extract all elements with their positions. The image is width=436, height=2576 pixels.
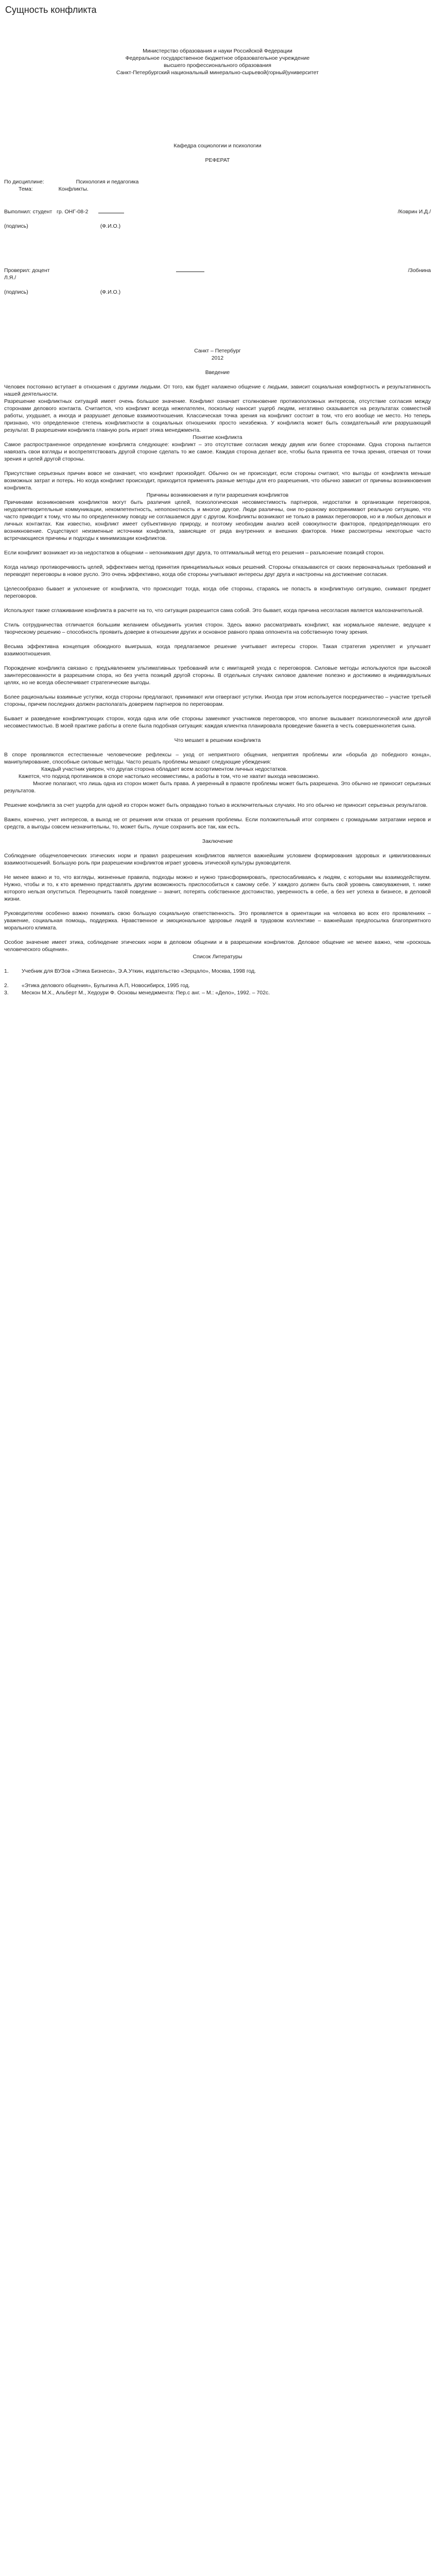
- checker-signature-line: [176, 266, 204, 272]
- paragraph: Самое распространенное определение конфликта следующее: конфликт – это отсутствие согласия между двумя или более сторонами. Одна сторона пытается навязать свои взгляды и воспрепятствовать другой стороне сделать то же самое. Каждая сторона делает все, чтобы была принята ее точка зрения, отвечая от точки зрения и целей другой стороны.: [4, 442, 431, 462]
- header-line-1: Министерство образования и науки Российской Федерации: [143, 48, 292, 54]
- topic-value: Конфликты.: [58, 186, 89, 192]
- document-body: [4, 369, 431, 996]
- student-row: [4, 207, 431, 215]
- paragraph: Стиль сотрудничества отличается большим желанием объединить усилия сторон. Здесь важно рассматривать конфликт, как нормальное явление, ведущее к творческому решению – способность проявить доверие в отношении других и основное равного права оппонента на собственную точку зрения.: [4, 622, 431, 635]
- reference-item: [4, 982, 431, 989]
- fio-caption: (Ф.И.О.): [100, 223, 121, 229]
- header-line-3: высшего профессионального образования: [164, 62, 271, 69]
- fio-caption-2: (Ф.И.О.): [100, 289, 121, 295]
- paragraph: Когда налицо противоречивость целей, эффективен метод принятия принципиальных новых решений. Стороны отказываются от своих первоначальных требований и переводят переговоры в новое русло. Это очень эффективно, когда обе стороны учитывают интересы друг друга и настроены на достижение согласия.: [4, 564, 431, 578]
- paragraph: Целесообразно бывает и уклонение от конфликта, что происходит тогда, когда обе стороны, стараясь не попасть в конфликтную ситуацию, снимают предмет переговоров.: [4, 586, 431, 599]
- reference-number: 3.: [4, 990, 9, 996]
- paragraph: Не менее важно и то, что взгляды, жизненные правила, подходы можно и нужно трансформировать, приспосабливаясь к людям, с которыми мы взаимодействуем. Нужно, чтобы и то, к кто временно представлять другим возможность приспособиться к самому себе. У каждого должен быть свой уровень самоуважения, т. ниже которого нельзя опуститься. Переоценить такой поведение – значит, потерять собственное достоинство, уверенность в себе, а без нет успеха в бизнесе, в деловой жизни.: [4, 874, 431, 902]
- topic-row: [4, 185, 431, 193]
- reference-text: Мескон М.Х., Альберт М., Хедоури Ф. Основы менеджмента: Пер.с анг. – М.: «Дело», 1992. – 702с.: [22, 990, 270, 996]
- bullet-paragraph: Кажется, что подход противников в споре настолько несовместимы, а работы в том, что не хватит выхода невозможно.: [19, 773, 320, 779]
- reference-text: «Этика делового общения», Булыгина А.П, Новосибирск, 1995 год.: [22, 982, 190, 989]
- topic-label: Тема:: [19, 186, 33, 192]
- intro-heading: Введение: [205, 369, 230, 376]
- paragraph: Разрешение конфликтных ситуаций имеет очень большое значение. Конфликт означает столкновение противоположных интересов, отсутствие согласия между сторонами делового контакта. Считается, что конфликт всегда нежелателен, поскольку наносит ущерб людям, негативно сказывается на результатах совместной работы, ухудшает, а иногда и разрушает деловые взаимоотношения. Классическая точка зрения на конфликт состоит в том, что его вообще не место. Но теперь признано, что определенное степень конфликтности в социальных отношениях просто неизбежна. У конфликта может быть созидательный или разрушающий результат. В разрешении конфликта главную роль играет этика менеджмента.: [4, 398, 431, 433]
- work-type: РЕФЕРАТ: [205, 157, 230, 163]
- department: Кафедра социологии и психологии: [173, 143, 261, 149]
- checker-name-2: Л.Я./: [4, 275, 16, 281]
- paragraph: Решение конфликта за счет ущерба для одной из сторон может быть оправдано только в исключительных случаях. Но это обычно не приносит серьезных результатов.: [4, 802, 428, 808]
- city: Санкт – Петербург: [194, 348, 241, 354]
- reference-number: 2.: [4, 982, 9, 989]
- student-label: Выполнил: студент гр. ОНГ-08-2: [4, 209, 89, 215]
- bullet-paragraph: Многие полагают, что лишь одна из сторон может быть права. А уверенный в правоте проблемы может быть разрешена. Это обычно не приносит серьезных результатов.: [4, 781, 431, 794]
- discipline-row: [4, 178, 431, 185]
- reference-item: [4, 968, 431, 975]
- signature-caption-2: (подпись): [4, 289, 28, 295]
- paragraph: Важен, конечно, учет интересов, а выход не от решения или отказа от решения проблемы. Если положительный итог сопряжен с громадными затратами нервов и средств, а выгоды совсем незначительны, то, может быть, лучше сохранить все так, как есть.: [4, 817, 431, 830]
- reference-item: [4, 989, 431, 996]
- discipline-value: Психология и педагогика: [76, 179, 139, 185]
- checker-caption-row: [4, 289, 431, 296]
- paragraph: Порождение конфликта связано с предъявлением ультимативных требований или с имитацией ухода с переговоров. Силовые методы используются при высокой заинтересованности в разрешении спора, но без учета позиций другой стороны. В отдельных случаях силовое давление полезно и достижимо в индивидуальных целях, но не всегда обеспечивает стратегические выгоды.: [4, 665, 431, 686]
- checker-name-1: /Зобнина: [408, 267, 431, 274]
- reference-text: Учебник для ВУЗов «Этика Бизнеса», Э.А.Уткин, издательство «Зерцало», Москва, 1998 год.: [22, 968, 256, 974]
- checker-row: [4, 266, 431, 274]
- signature-caption: (подпись): [4, 223, 28, 229]
- ministry-header: [4, 47, 431, 76]
- discipline-label: По дисциплине:: [4, 179, 44, 185]
- paragraph: Весьма эффективна концепция обоюдного выигрыша, когда предлагаемое решение учитывает интересы сторон. Такая стратегия укрепляет и улучшает взаимоотношения.: [4, 643, 431, 657]
- paragraph: Если конфликт возникает из-за недостатков в общении – непонимания друг друга, то оптимальный метод его решения – разъяснение позиций сторон.: [4, 550, 385, 556]
- header-line-2: Федеральное государственное бюджетное образовательное учреждение: [125, 55, 310, 61]
- student-caption-row: [4, 223, 431, 230]
- paragraph: Присутствие серьезных причин вовсе не означает, что конфликт произойдет. Обычно он не происходит, если стороны считают, что выгоды от конфликта меньше возможных затрат и потерь. Но когда конфликт происходит, приходится применять разные методы для его разрешения, что обычно зависит от причины возникновения конфликта.: [4, 470, 431, 491]
- paragraph: Бывает и разведение конфликтующих сторон, когда одна или обе стороны заменяют участников переговоров, что вполне вызывает психологической или другой несовместимостью. В моей практике работы в отеле была подобная ситуация: каждая клиентка планировала проведение банкета в честь совершеннолетия сына.: [4, 716, 431, 729]
- bullet-paragraph: Каждый участник уверен, что другая сторона обладает всем ассортиментом личных недостатков.: [41, 766, 288, 772]
- paragraph: Причинами возникновения конфликтов могут быть различия целей, психологическая несовместимость партнеров, недостатки в организации переговоров, неудовлетворительные коммуникации, некомпетентность, непопонотность и многое другое. Люди различны, они по-разному воспринимают реальную ситуацию, что часто приводит к тому, что мы по определенному поводу не соглашаемся друг с другом. Конфликты возникают не только в рамках переговоров, но и в любых деловых и личных контактах. Как известно, конфликт имеет субъективную природу, и поэтому необходим анализ всей совокупности факторов, предопределяющих его возникновение. Существуют неизменные источники конфликта, зависящие от ряда внутренних и внешних факторов. Ниже рассмотрены некоторые часто встречающиеся причины и подходы к минимизации конфликтов.: [4, 499, 431, 541]
- paragraph: Руководителям особенно важно понимать свою большую социальную ответственность. Это проявляется в ориентации на человека во всех его проявлениях – уважение, социальная помощь, поддержка. Нравственное и эмоциональное здоровье людей в трудовом коллективе – важнейшая предпосылка благоприятного морального климата.: [4, 910, 431, 931]
- reference-number: 1.: [4, 968, 9, 974]
- paragraph: Соблюдение общечеловеческих этических норм и правил разрешения конфликтов является важнейшим условием формирования здоровых и цивилизованных взаимоотношений. Большую роль при разрешении конфликтов играет уровень этической культуры руководителя.: [4, 853, 431, 866]
- paragraph: Более рациональны взаимные уступки, когда стороны предлагают, принимают или отвергают уступки. Иногда при этом используется посредничество – участие третьей стороны, причем последних должен располагать доверием партнеров по переговорам.: [4, 694, 431, 707]
- student-name: /Коврин И.Д./: [397, 209, 431, 215]
- paragraph: Используют также сглаживание конфликта в расчете на то, что ситуация разрешится сама собой. Это бывает, когда причина несогласия является малозначительной.: [4, 607, 424, 614]
- references-heading: Список Литературы: [193, 954, 242, 960]
- year: 2012: [211, 355, 224, 361]
- paragraph: Человек постоянно вступает в отношения с другими людьми. От того, как будет налажено общение с людьми, зависит социальная комфортность и результативность нашей деятельности.: [4, 384, 431, 397]
- document-title: Сущность конфликта: [5, 5, 97, 15]
- obstacles-heading: Что мешает в решении конфликта: [174, 737, 261, 743]
- header-line-4: Санкт-Петербургский национальный минерально-сырьевой(горный)университет: [116, 70, 319, 76]
- causes-heading: Причины возникновения и пути разрешения конфликтов: [146, 492, 289, 498]
- student-signature-line: [98, 207, 124, 213]
- paragraph: В споре проявляются естественные человеческие рефлексы – уход от неприятного общения, неприятия проблемы или «борьба до победного конца», манипулирование, способные силовые методы. Часто решать проблемы мешают следующие убеждения:: [4, 752, 431, 765]
- paragraph: Особое значение имеет этика, соблюдение этических норм в деловом общении и в разрешении конфликтов. Деловое общение не менее важно, чем «роскошь человеческого общения».: [4, 939, 431, 953]
- concept-heading: Понятие конфликта: [193, 434, 242, 440]
- checker-label: Проверил: доцент: [4, 267, 50, 274]
- conclusion-heading: Заключение: [202, 838, 233, 844]
